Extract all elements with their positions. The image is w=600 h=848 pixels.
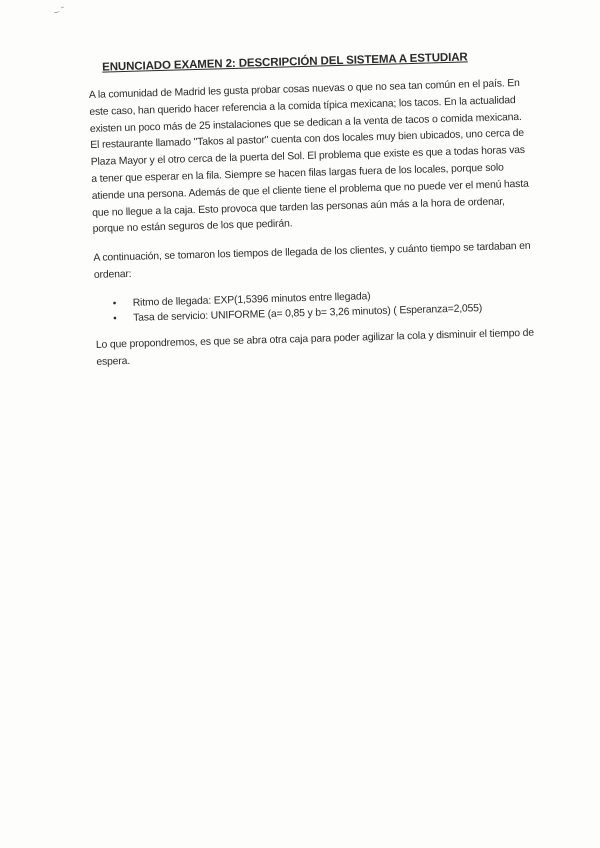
bullet-icon: • <box>112 298 117 310</box>
data-bullet-list <box>95 284 536 327</box>
paragraph-description: A la comunidad de Madrid les gusta probar cosas nuevas o que no sea tan común en el país. En este caso, han querido hacer referencia a la comida típica mexicana; los tacos. En la actualidad existen un poco más de 25 instalaciones que se dedican a la venta de tacos o comida mexicana. El restaurante llamado "Takos al pastor" cuenta con dos locales muy bien ubicados, uno cerca de Plaza Mayor y el otro cerca de la puerta del Sol. El problema que existe es que a todas horas vas a tener que esperar en la fila. Siempre se hacen filas largas fuera de los locales, porque solo atiende una persona. Además de que el cliente tiene el problema que no puede ver el menú hasta que no llegue a la caja. Esto provoca que tarden las personas aún más a la hora de ordenar, porque no están seguros de los que pedirán. <box>88 77 529 236</box>
document-body <box>88 50 537 384</box>
bullet-icon: • <box>113 313 117 325</box>
bullet-text-arrival-rate: Ritmo de llegada: EXP(1,5396 minutos entre llegada) <box>132 290 371 309</box>
document-title: ENUNCIADO EXAMEN 2: DESCRIPCIÓN DEL SISTEMA A ESTUDIAR <box>101 51 468 74</box>
scan-mark: – ˆ <box>53 5 66 17</box>
bullet-text-service-rate: Tasa de servicio: UNIFORME (a= 0,85 y b= 3,26 minutos) ( Esperanza=2,055) <box>133 303 483 325</box>
paragraph-proposal: Lo que propondremos, es que se abra otra caja para poder agilizar la cola y disminuir el tiempo de espera. <box>95 327 535 368</box>
paragraph-data-intro: A continuación, se tomaron los tiempos de llegada de los clientes, y cuánto tiempo se tardaban en ordenar: <box>93 240 531 281</box>
